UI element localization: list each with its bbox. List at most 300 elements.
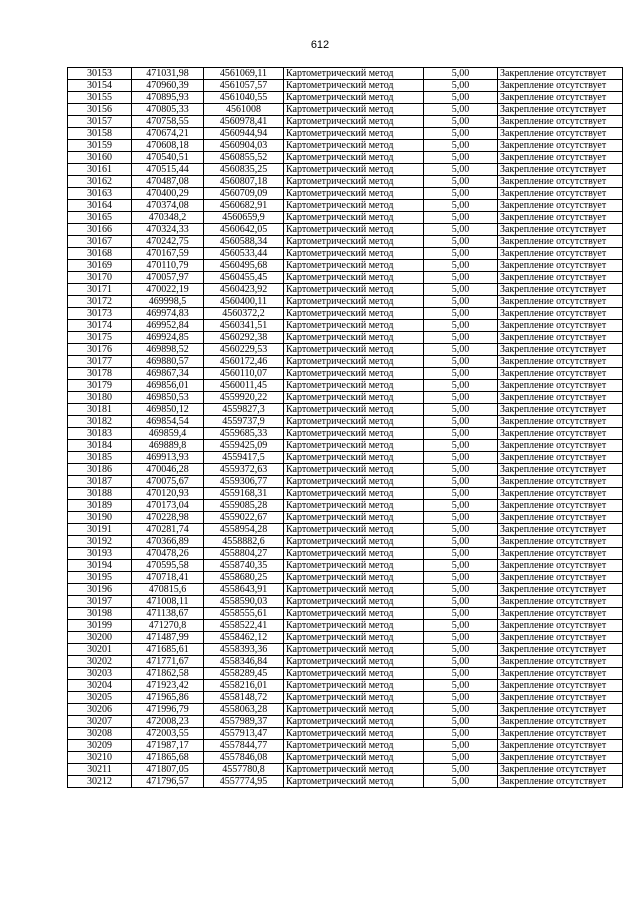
- y-coordinate-cell: 4558740,35: [204, 560, 284, 572]
- method-cell: Картометрический метод: [284, 404, 424, 416]
- fixation-cell: Закрепление отсутствует: [498, 308, 623, 320]
- method-cell: Картометрический метод: [284, 488, 424, 500]
- table-row: [68, 440, 623, 452]
- accuracy-cell: 5,00: [424, 428, 498, 440]
- x-coordinate-cell: 470400,29: [132, 188, 204, 200]
- point-number-cell: 30171: [68, 284, 132, 296]
- fixation-cell: Закрепление отсутствует: [498, 620, 623, 632]
- point-number-cell: 30183: [68, 428, 132, 440]
- point-number-cell: 30153: [68, 68, 132, 80]
- point-number-cell: 30194: [68, 560, 132, 572]
- x-coordinate-cell: 470167,59: [132, 248, 204, 260]
- accuracy-cell: 5,00: [424, 524, 498, 536]
- accuracy-cell: 5,00: [424, 596, 498, 608]
- y-coordinate-cell: 4560455,45: [204, 272, 284, 284]
- x-coordinate-cell: 470515,44: [132, 164, 204, 176]
- y-coordinate-cell: 4559417,5: [204, 452, 284, 464]
- method-cell: Картометрический метод: [284, 524, 424, 536]
- accuracy-cell: 5,00: [424, 572, 498, 584]
- method-cell: Картометрический метод: [284, 356, 424, 368]
- table-row: [68, 392, 623, 404]
- point-number-cell: 30164: [68, 200, 132, 212]
- method-cell: Картометрический метод: [284, 716, 424, 728]
- y-coordinate-cell: 4558680,25: [204, 572, 284, 584]
- x-coordinate-cell: 470281,74: [132, 524, 204, 536]
- point-number-cell: 30165: [68, 212, 132, 224]
- accuracy-cell: 5,00: [424, 416, 498, 428]
- accuracy-cell: 5,00: [424, 320, 498, 332]
- table-row: [68, 140, 623, 152]
- fixation-cell: Закрепление отсутствует: [498, 500, 623, 512]
- point-number-cell: 30180: [68, 392, 132, 404]
- x-coordinate-cell: 470242,75: [132, 236, 204, 248]
- x-coordinate-cell: 471965,86: [132, 692, 204, 704]
- table-row: [68, 308, 623, 320]
- method-cell: Картометрический метод: [284, 776, 424, 788]
- accuracy-cell: 5,00: [424, 452, 498, 464]
- table-row: [68, 320, 623, 332]
- method-cell: Картометрический метод: [284, 80, 424, 92]
- table-row: [68, 200, 623, 212]
- method-cell: Картометрический метод: [284, 476, 424, 488]
- accuracy-cell: 5,00: [424, 464, 498, 476]
- table-row: [68, 488, 623, 500]
- method-cell: Картометрический метод: [284, 380, 424, 392]
- accuracy-cell: 5,00: [424, 164, 498, 176]
- accuracy-cell: 5,00: [424, 344, 498, 356]
- method-cell: Картометрический метод: [284, 296, 424, 308]
- point-number-cell: 30190: [68, 512, 132, 524]
- accuracy-cell: 5,00: [424, 728, 498, 740]
- table-row: [68, 284, 623, 296]
- fixation-cell: Закрепление отсутствует: [498, 68, 623, 80]
- x-coordinate-cell: 470046,28: [132, 464, 204, 476]
- fixation-cell: Закрепление отсутствует: [498, 296, 623, 308]
- x-coordinate-cell: 470366,89: [132, 536, 204, 548]
- y-coordinate-cell: 4561040,55: [204, 92, 284, 104]
- y-coordinate-cell: 4557846,08: [204, 752, 284, 764]
- point-number-cell: 30185: [68, 452, 132, 464]
- fixation-cell: Закрепление отсутствует: [498, 272, 623, 284]
- point-number-cell: 30186: [68, 464, 132, 476]
- table-row: [68, 356, 623, 368]
- method-cell: Картометрический метод: [284, 512, 424, 524]
- accuracy-cell: 5,00: [424, 692, 498, 704]
- fixation-cell: Закрепление отсутствует: [498, 356, 623, 368]
- x-coordinate-cell: 470718,41: [132, 572, 204, 584]
- x-coordinate-cell: 469889,8: [132, 440, 204, 452]
- y-coordinate-cell: 4558393,36: [204, 644, 284, 656]
- fixation-cell: Закрепление отсутствует: [498, 416, 623, 428]
- method-cell: Картометрический метод: [284, 536, 424, 548]
- table-row: [68, 776, 623, 788]
- fixation-cell: Закрепление отсутствует: [498, 524, 623, 536]
- y-coordinate-cell: 4558804,27: [204, 548, 284, 560]
- method-cell: Картометрический метод: [284, 572, 424, 584]
- accuracy-cell: 5,00: [424, 92, 498, 104]
- point-number-cell: 30169: [68, 260, 132, 272]
- table-row: [68, 560, 623, 572]
- fixation-cell: Закрепление отсутствует: [498, 92, 623, 104]
- x-coordinate-cell: 469850,53: [132, 392, 204, 404]
- y-coordinate-cell: 4558522,41: [204, 620, 284, 632]
- y-coordinate-cell: 4558954,28: [204, 524, 284, 536]
- y-coordinate-cell: 4558063,28: [204, 704, 284, 716]
- method-cell: Картометрический метод: [284, 152, 424, 164]
- accuracy-cell: 5,00: [424, 560, 498, 572]
- x-coordinate-cell: 471138,67: [132, 608, 204, 620]
- method-cell: Картометрический метод: [284, 596, 424, 608]
- y-coordinate-cell: 4560682,91: [204, 200, 284, 212]
- point-number-cell: 30205: [68, 692, 132, 704]
- y-coordinate-cell: 4557780,8: [204, 764, 284, 776]
- accuracy-cell: 5,00: [424, 644, 498, 656]
- table-row: [68, 188, 623, 200]
- x-coordinate-cell: 471008,11: [132, 596, 204, 608]
- table-row: [68, 212, 623, 224]
- y-coordinate-cell: 4560495,68: [204, 260, 284, 272]
- accuracy-cell: 5,00: [424, 332, 498, 344]
- method-cell: Картометрический метод: [284, 200, 424, 212]
- fixation-cell: Закрепление отсутствует: [498, 128, 623, 140]
- fixation-cell: Закрепление отсутствует: [498, 248, 623, 260]
- x-coordinate-cell: 470374,08: [132, 200, 204, 212]
- fixation-cell: Закрепление отсутствует: [498, 692, 623, 704]
- y-coordinate-cell: 4558346,84: [204, 656, 284, 668]
- point-number-cell: 30155: [68, 92, 132, 104]
- fixation-cell: Закрепление отсутствует: [498, 392, 623, 404]
- table-row: [68, 512, 623, 524]
- fixation-cell: Закрепление отсутствует: [498, 464, 623, 476]
- accuracy-cell: 5,00: [424, 224, 498, 236]
- fixation-cell: Закрепление отсутствует: [498, 572, 623, 584]
- table-row: [68, 404, 623, 416]
- accuracy-cell: 5,00: [424, 764, 498, 776]
- method-cell: Картометрический метод: [284, 416, 424, 428]
- fixation-cell: Закрепление отсутствует: [498, 428, 623, 440]
- y-coordinate-cell: 4559827,3: [204, 404, 284, 416]
- x-coordinate-cell: 471862,58: [132, 668, 204, 680]
- method-cell: Картометрический метод: [284, 632, 424, 644]
- fixation-cell: Закрепление отсутствует: [498, 644, 623, 656]
- table-row: [68, 164, 623, 176]
- y-coordinate-cell: 4558882,6: [204, 536, 284, 548]
- x-coordinate-cell: 470022,19: [132, 284, 204, 296]
- table-row: [68, 572, 623, 584]
- y-coordinate-cell: 4560423,92: [204, 284, 284, 296]
- table-row: [68, 92, 623, 104]
- y-coordinate-cell: 4559085,28: [204, 500, 284, 512]
- point-number-cell: 30210: [68, 752, 132, 764]
- fixation-cell: Закрепление отсутствует: [498, 548, 623, 560]
- table-row: [68, 692, 623, 704]
- fixation-cell: Закрепление отсутствует: [498, 320, 623, 332]
- fixation-cell: Закрепление отсутствует: [498, 164, 623, 176]
- y-coordinate-cell: 4561057,57: [204, 80, 284, 92]
- accuracy-cell: 5,00: [424, 212, 498, 224]
- point-number-cell: 30176: [68, 344, 132, 356]
- x-coordinate-cell: 471865,68: [132, 752, 204, 764]
- table-row: [68, 368, 623, 380]
- table-row: [68, 536, 623, 548]
- x-coordinate-cell: 471270,8: [132, 620, 204, 632]
- accuracy-cell: 5,00: [424, 236, 498, 248]
- point-number-cell: 30195: [68, 572, 132, 584]
- x-coordinate-cell: 471987,17: [132, 740, 204, 752]
- point-number-cell: 30201: [68, 644, 132, 656]
- fixation-cell: Закрепление отсутствует: [498, 608, 623, 620]
- table-row: [68, 452, 623, 464]
- y-coordinate-cell: 4557774,95: [204, 776, 284, 788]
- accuracy-cell: 5,00: [424, 680, 498, 692]
- x-coordinate-cell: 470173,04: [132, 500, 204, 512]
- x-coordinate-cell: 470228,98: [132, 512, 204, 524]
- point-number-cell: 30207: [68, 716, 132, 728]
- x-coordinate-cell: 469850,12: [132, 404, 204, 416]
- x-coordinate-cell: 471923,42: [132, 680, 204, 692]
- method-cell: Картометрический метод: [284, 680, 424, 692]
- fixation-cell: Закрепление отсутствует: [498, 512, 623, 524]
- y-coordinate-cell: 4560709,09: [204, 188, 284, 200]
- method-cell: Картометрический метод: [284, 560, 424, 572]
- method-cell: Картометрический метод: [284, 644, 424, 656]
- accuracy-cell: 5,00: [424, 536, 498, 548]
- fixation-cell: Закрепление отсутствует: [498, 476, 623, 488]
- table-row: [68, 620, 623, 632]
- table-row: [68, 740, 623, 752]
- coordinates-table-body: [68, 68, 623, 788]
- y-coordinate-cell: 4559920,22: [204, 392, 284, 404]
- table-row: [68, 116, 623, 128]
- point-number-cell: 30182: [68, 416, 132, 428]
- table-row: [68, 152, 623, 164]
- table-row: [68, 344, 623, 356]
- table-row: [68, 236, 623, 248]
- accuracy-cell: 5,00: [424, 476, 498, 488]
- table-row: [68, 428, 623, 440]
- accuracy-cell: 5,00: [424, 68, 498, 80]
- accuracy-cell: 5,00: [424, 380, 498, 392]
- point-number-cell: 30196: [68, 584, 132, 596]
- accuracy-cell: 5,00: [424, 548, 498, 560]
- coordinates-table: [67, 67, 623, 788]
- x-coordinate-cell: 470120,93: [132, 488, 204, 500]
- y-coordinate-cell: 4560372,2: [204, 308, 284, 320]
- x-coordinate-cell: 470895,93: [132, 92, 204, 104]
- fixation-cell: Закрепление отсутствует: [498, 728, 623, 740]
- method-cell: Картометрический метод: [284, 140, 424, 152]
- point-number-cell: 30162: [68, 176, 132, 188]
- y-coordinate-cell: 4560400,11: [204, 296, 284, 308]
- table-row: [68, 704, 623, 716]
- table-row: [68, 608, 623, 620]
- x-coordinate-cell: 471771,67: [132, 656, 204, 668]
- point-number-cell: 30200: [68, 632, 132, 644]
- point-number-cell: 30184: [68, 440, 132, 452]
- table-row: [68, 584, 623, 596]
- table-row: [68, 380, 623, 392]
- table-row: [68, 272, 623, 284]
- table-row: [68, 176, 623, 188]
- y-coordinate-cell: 4558590,03: [204, 596, 284, 608]
- point-number-cell: 30178: [68, 368, 132, 380]
- table-row: [68, 500, 623, 512]
- accuracy-cell: 5,00: [424, 716, 498, 728]
- accuracy-cell: 5,00: [424, 248, 498, 260]
- point-number-cell: 30179: [68, 380, 132, 392]
- method-cell: Картометрический метод: [284, 104, 424, 116]
- method-cell: Картометрический метод: [284, 728, 424, 740]
- accuracy-cell: 5,00: [424, 116, 498, 128]
- x-coordinate-cell: 469856,01: [132, 380, 204, 392]
- fixation-cell: Закрепление отсутствует: [498, 176, 623, 188]
- y-coordinate-cell: 4557913,47: [204, 728, 284, 740]
- x-coordinate-cell: 469880,57: [132, 356, 204, 368]
- y-coordinate-cell: 4560110,07: [204, 368, 284, 380]
- method-cell: Картометрический метод: [284, 224, 424, 236]
- method-cell: Картометрический метод: [284, 260, 424, 272]
- fixation-cell: Закрепление отсутствует: [498, 584, 623, 596]
- method-cell: Картометрический метод: [284, 164, 424, 176]
- accuracy-cell: 5,00: [424, 272, 498, 284]
- x-coordinate-cell: 469924,85: [132, 332, 204, 344]
- fixation-cell: Закрепление отсутствует: [498, 332, 623, 344]
- table-row: [68, 764, 623, 776]
- accuracy-cell: 5,00: [424, 404, 498, 416]
- table-row: [68, 656, 623, 668]
- x-coordinate-cell: 470805,33: [132, 104, 204, 116]
- fixation-cell: Закрепление отсутствует: [498, 224, 623, 236]
- method-cell: Картометрический метод: [284, 656, 424, 668]
- table-row: [68, 80, 623, 92]
- fixation-cell: Закрепление отсутствует: [498, 368, 623, 380]
- y-coordinate-cell: 4560944,94: [204, 128, 284, 140]
- table-row: [68, 128, 623, 140]
- accuracy-cell: 5,00: [424, 584, 498, 596]
- y-coordinate-cell: 4559168,31: [204, 488, 284, 500]
- fixation-cell: Закрепление отсутствует: [498, 596, 623, 608]
- accuracy-cell: 5,00: [424, 392, 498, 404]
- accuracy-cell: 5,00: [424, 704, 498, 716]
- x-coordinate-cell: 470595,58: [132, 560, 204, 572]
- accuracy-cell: 5,00: [424, 296, 498, 308]
- fixation-cell: Закрепление отсутствует: [498, 116, 623, 128]
- fixation-cell: Закрепление отсутствует: [498, 80, 623, 92]
- method-cell: Картометрический метод: [284, 452, 424, 464]
- method-cell: Картометрический метод: [284, 500, 424, 512]
- point-number-cell: 30157: [68, 116, 132, 128]
- accuracy-cell: 5,00: [424, 188, 498, 200]
- method-cell: Картометрический метод: [284, 320, 424, 332]
- fixation-cell: Закрепление отсутствует: [498, 104, 623, 116]
- point-number-cell: 30204: [68, 680, 132, 692]
- method-cell: Картометрический метод: [284, 332, 424, 344]
- fixation-cell: Закрепление отсутствует: [498, 740, 623, 752]
- point-number-cell: 30161: [68, 164, 132, 176]
- x-coordinate-cell: 471796,57: [132, 776, 204, 788]
- method-cell: Картометрический метод: [284, 392, 424, 404]
- y-coordinate-cell: 4560172,46: [204, 356, 284, 368]
- accuracy-cell: 5,00: [424, 308, 498, 320]
- point-number-cell: 30159: [68, 140, 132, 152]
- accuracy-cell: 5,00: [424, 668, 498, 680]
- y-coordinate-cell: 4560904,03: [204, 140, 284, 152]
- table-row: [68, 224, 623, 236]
- table-row: [68, 68, 623, 80]
- table-row: [68, 716, 623, 728]
- table-row: [68, 464, 623, 476]
- accuracy-cell: 5,00: [424, 104, 498, 116]
- accuracy-cell: 5,00: [424, 200, 498, 212]
- y-coordinate-cell: 4559372,63: [204, 464, 284, 476]
- point-number-cell: 30211: [68, 764, 132, 776]
- x-coordinate-cell: 469998,5: [132, 296, 204, 308]
- method-cell: Картометрический метод: [284, 764, 424, 776]
- point-number-cell: 30208: [68, 728, 132, 740]
- accuracy-cell: 5,00: [424, 776, 498, 788]
- fixation-cell: Закрепление отсутствует: [498, 188, 623, 200]
- y-coordinate-cell: 4560855,52: [204, 152, 284, 164]
- x-coordinate-cell: 471807,05: [132, 764, 204, 776]
- method-cell: Картометрический метод: [284, 248, 424, 260]
- fixation-cell: Закрепление отсутствует: [498, 752, 623, 764]
- fixation-cell: Закрепление отсутствует: [498, 284, 623, 296]
- method-cell: Картометрический метод: [284, 272, 424, 284]
- method-cell: Картометрический метод: [284, 344, 424, 356]
- x-coordinate-cell: 470540,51: [132, 152, 204, 164]
- y-coordinate-cell: 4557989,37: [204, 716, 284, 728]
- y-coordinate-cell: 4560642,05: [204, 224, 284, 236]
- method-cell: Картометрический метод: [284, 188, 424, 200]
- x-coordinate-cell: 470960,39: [132, 80, 204, 92]
- fixation-cell: Закрепление отсутствует: [498, 344, 623, 356]
- accuracy-cell: 5,00: [424, 80, 498, 92]
- table-row: [68, 416, 623, 428]
- fixation-cell: Закрепление отсутствует: [498, 668, 623, 680]
- point-number-cell: 30175: [68, 332, 132, 344]
- table-row: [68, 596, 623, 608]
- accuracy-cell: 5,00: [424, 620, 498, 632]
- y-coordinate-cell: 4558555,61: [204, 608, 284, 620]
- x-coordinate-cell: 470487,08: [132, 176, 204, 188]
- point-number-cell: 30187: [68, 476, 132, 488]
- fixation-cell: Закрепление отсутствует: [498, 260, 623, 272]
- point-number-cell: 30166: [68, 224, 132, 236]
- method-cell: Картометрический метод: [284, 752, 424, 764]
- x-coordinate-cell: 469898,52: [132, 344, 204, 356]
- table-row: [68, 548, 623, 560]
- method-cell: Картометрический метод: [284, 668, 424, 680]
- table-row: [68, 476, 623, 488]
- fixation-cell: Закрепление отсутствует: [498, 560, 623, 572]
- accuracy-cell: 5,00: [424, 608, 498, 620]
- method-cell: Картометрический метод: [284, 128, 424, 140]
- point-number-cell: 30181: [68, 404, 132, 416]
- method-cell: Картометрический метод: [284, 116, 424, 128]
- x-coordinate-cell: 470324,33: [132, 224, 204, 236]
- x-coordinate-cell: 470608,18: [132, 140, 204, 152]
- point-number-cell: 30174: [68, 320, 132, 332]
- table-row: [68, 524, 623, 536]
- point-number-cell: 30206: [68, 704, 132, 716]
- x-coordinate-cell: 470075,67: [132, 476, 204, 488]
- method-cell: Картометрический метод: [284, 176, 424, 188]
- y-coordinate-cell: 4558289,45: [204, 668, 284, 680]
- point-number-cell: 30167: [68, 236, 132, 248]
- x-coordinate-cell: 470815,6: [132, 584, 204, 596]
- accuracy-cell: 5,00: [424, 512, 498, 524]
- y-coordinate-cell: 4560292,38: [204, 332, 284, 344]
